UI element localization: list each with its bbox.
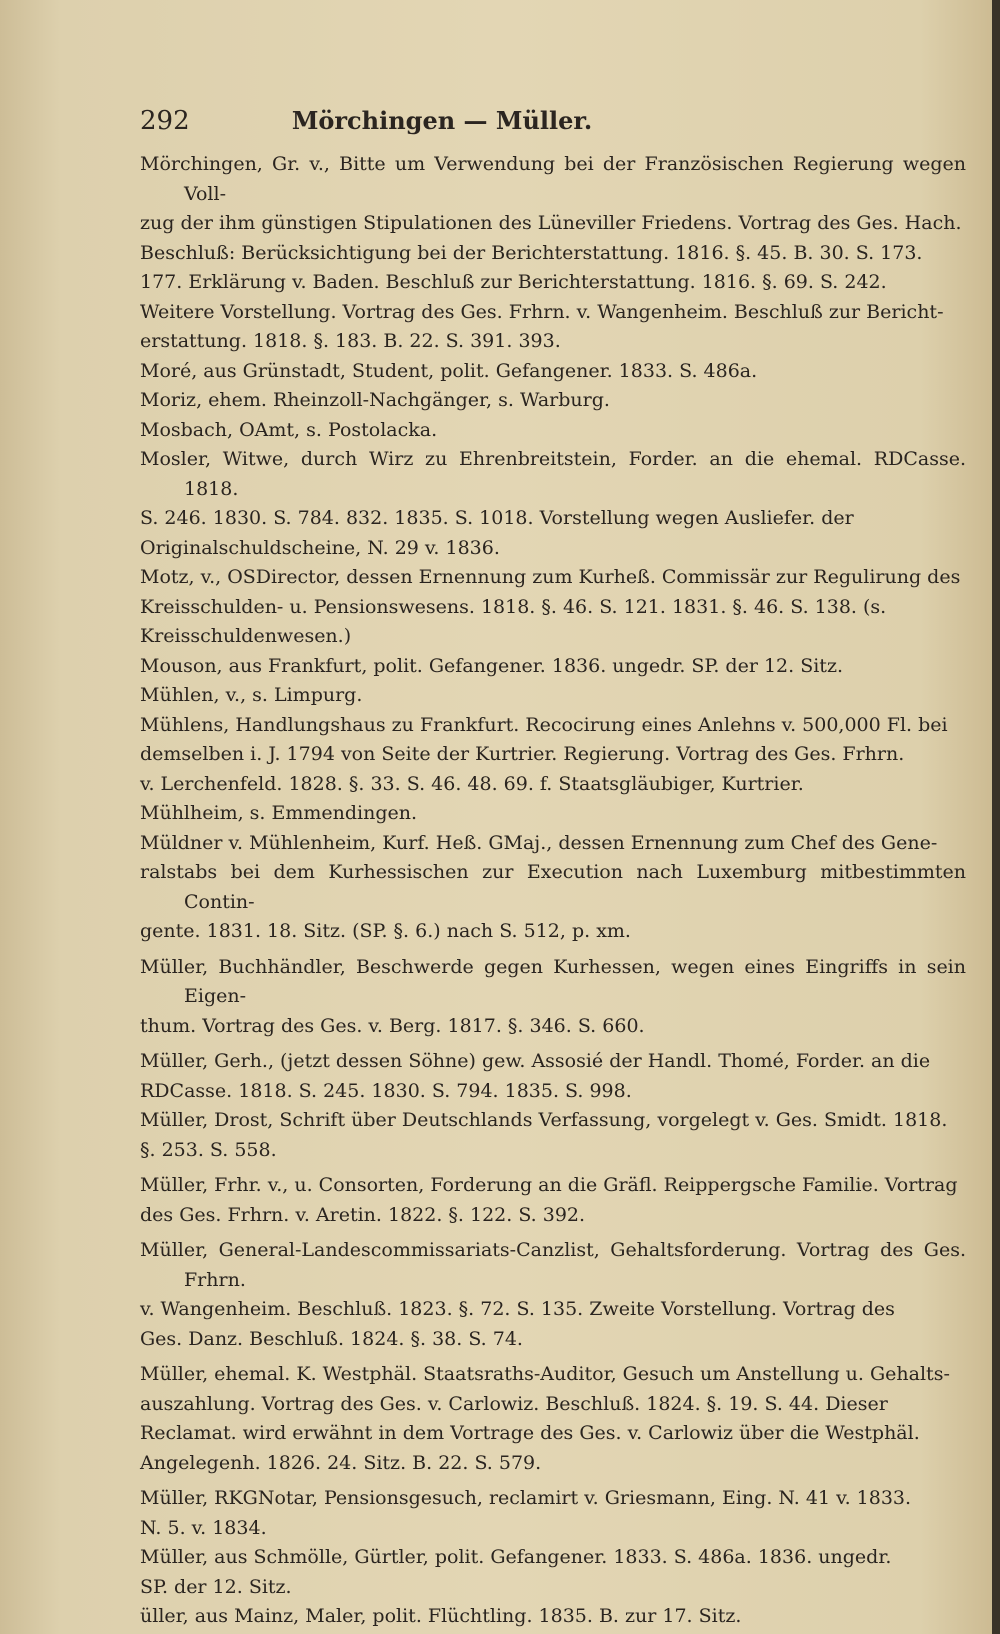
- index-entry: [140, 799, 966, 829]
- entry-line: auszahlung. Vortrag des Ges. v. Carlowiz. Beschluß. 1824. §. 19. S. 44. Dieser: [140, 1392, 888, 1415]
- entry-line: Müller, RKGNotar, Pensionsgesuch, reclamirt v. Griesmann, Eing. N. 41 v. 1833.: [140, 1487, 912, 1509]
- entry-line: v. Lerchenfeld. 1828. §. 33. S. 46. 48. 69. f. Staatsgläubiger, Kurtrier.: [140, 772, 804, 795]
- entry-line: Ges. Danz. Beschluß. 1824. §. 38. S. 74.: [140, 1327, 523, 1350]
- entry-line: N. 5. v. 1834.: [140, 1516, 267, 1539]
- index-entry: [140, 563, 966, 652]
- index-entry: [140, 1106, 966, 1165]
- entry-line: Mühlheim, s. Emmendingen.: [140, 802, 418, 824]
- entry-line: Müller, General-Landescommissariats-Canzlist, Gehaltsforderung. Vortrag des Ges. Frhrn.: [140, 1239, 966, 1291]
- entry-line: üller, aus Mainz, Maler, polit. Flüchtling. 1835. B. zur 17. Sitz.: [140, 1605, 742, 1627]
- entry-line: Müller, Gerh., (jetzt dessen Söhne) gew. Assosié der Handl. Thomé, Forder. an die: [140, 1050, 931, 1072]
- entry-line: gente. 1831. 18. Sitz. (SP. §. 6.) nach S. 512, p. xm.: [140, 920, 631, 942]
- entry-line: Weitere Vorstellung. Vortrag des Ges. Frhrn. v. Wangenheim. Beschluß zur Bericht-: [140, 300, 944, 323]
- entry-line: Mörchingen, Gr. v., Bitte um Verwendung bei der Französischen Regierung wegen Voll-: [140, 153, 966, 205]
- index-entry: [140, 386, 966, 416]
- page-header: [140, 101, 660, 141]
- entry-line: Beschluß: Berücksichtigung bei der Berichterstattung. 1816. §. 45. B. 30. S. 173.: [140, 241, 923, 264]
- index-entry: [140, 829, 966, 947]
- entry-line: SP. der 12. Sitz.: [140, 1575, 292, 1598]
- index-entry: [140, 416, 966, 446]
- entry-line: Müldner v. Mühlenheim, Kurf. Heß. GMaj., dessen Ernennung zum Chef des Gene-: [140, 831, 938, 854]
- index-entry: [140, 1360, 966, 1478]
- entry-line: Moré, aus Grünstadt, Student, polit. Gefangener. 1833. S. 486a.: [140, 359, 758, 382]
- index-entry: [140, 1236, 966, 1354]
- entry-line: v. Wangenheim. Beschluß. 1823. §. 72. S. 135. Zweite Vorstellung. Vortrag des: [140, 1298, 895, 1320]
- entry-line: zug der ihm günstigen Stipulationen des Lüneviller Friedens. Vortrag des Ges. Hach.: [140, 212, 962, 234]
- entry-line: demselben i. J. 1794 von Seite der Kurtrier. Regierung. Vortrag des Ges. Frhrn.: [140, 743, 905, 765]
- entry-line: Mühlen, v., s. Limpurg.: [140, 684, 363, 706]
- entry-line: Kreisschuldenwesen.): [140, 625, 352, 647]
- index-entry: [140, 150, 966, 357]
- entry-line: erstattung. 1818. §. 183. B. 22. S. 391. 393.: [140, 330, 561, 352]
- entry-line: 177. Erklärung v. Baden. Beschluß zur Berichterstattung. 1816. §. 69. S. 242.: [140, 271, 887, 293]
- index-entry: [140, 652, 966, 682]
- index-entry: [140, 711, 966, 800]
- entry-line: Motz, v., OSDirector, dessen Ernennung zum Kurheß. Commissär zur Regulirung des: [140, 566, 961, 588]
- index-entry: [140, 357, 966, 387]
- entry-line: Mühlens, Handlungshaus zu Frankfurt. Recocirung eines Anlehns v. 500,000 Fl. bei: [140, 713, 948, 736]
- entry-line: Moriz, ehem. Rheinzoll-Nachgänger, s. Warburg.: [140, 389, 610, 411]
- index-entry: [140, 1543, 966, 1602]
- entry-line: Mouson, aus Frankfurt, polit. Gefangener. 1836. ungedr. SP. der 12. Sitz.: [140, 654, 843, 677]
- index-entry: [140, 953, 966, 1042]
- entry-line: Kreisschulden- u. Pensionswesens. 1818. §. 46. S. 121. 1831. §. 46. S. 138. (s.: [140, 595, 887, 618]
- entry-line: thum. Vortrag des Ges. v. Berg. 1817. §. 346. S. 660.: [140, 1014, 645, 1037]
- index-entries: [140, 150, 966, 1632]
- index-entry: [140, 1602, 966, 1632]
- entry-line: RDCasse. 1818. S. 245. 1830. S. 794. 1835. S. 998.: [140, 1079, 632, 1102]
- entry-line: Müller, Buchhändler, Beschwerde gegen Kurhessen, wegen eines Eingriffs in sein Eigen-: [140, 955, 966, 1007]
- index-entry: [140, 681, 966, 711]
- entry-line: ralstabs bei dem Kurhessischen zur Execution nach Luxemburg mitbestimmten Contin-: [140, 861, 966, 913]
- index-entry: [140, 445, 966, 563]
- entry-line: Originalschuldscheine, N. 29 v. 1836.: [140, 536, 500, 559]
- index-entry: [140, 1171, 966, 1230]
- entry-line: Reclamat. wird erwähnt in dem Vortrage des Ges. v. Carlowiz über die Westphäl.: [140, 1422, 920, 1444]
- page-number: 292: [140, 106, 190, 136]
- entry-line: Mosbach, OAmt, s. Postolacka.: [140, 418, 438, 441]
- entry-line: Mosler, Witwe, durch Wirz zu Ehrenbreitstein, Forder. an die ehemal. RDCasse. 1818.: [140, 448, 966, 500]
- entry-line: §. 253. S. 558.: [140, 1138, 277, 1161]
- entry-line: Angelegenh. 1826. 24. Sitz. B. 22. S. 579.: [140, 1451, 542, 1474]
- entry-line: des Ges. Frhrn. v. Aretin. 1822. §. 122. S. 392.: [140, 1203, 586, 1226]
- running-head: Mörchingen — Müller.: [291, 106, 593, 135]
- entry-line: Müller, aus Schmölle, Gürtler, polit. Gefangener. 1833. S. 486a. 1836. ungedr.: [140, 1546, 892, 1568]
- entry-line: S. 246. 1830. S. 784. 832. 1835. S. 1018. Vorstellung wegen Ausliefer. der: [140, 507, 854, 529]
- index-entry: [140, 1484, 966, 1543]
- entry-line: Müller, Frhr. v., u. Consorten, Forderung an die Gräfl. Reippergsche Familie. Vortrag: [140, 1174, 958, 1196]
- entry-line: Müller, ehemal. K. Westphäl. Staatsraths-Auditor, Gesuch um Anstellung u. Gehalts-: [140, 1363, 950, 1385]
- entry-line: Müller, Drost, Schrift über Deutschlands Verfassung, vorgelegt v. Ges. Smidt. 1818.: [140, 1109, 948, 1131]
- index-entry: [140, 1047, 966, 1106]
